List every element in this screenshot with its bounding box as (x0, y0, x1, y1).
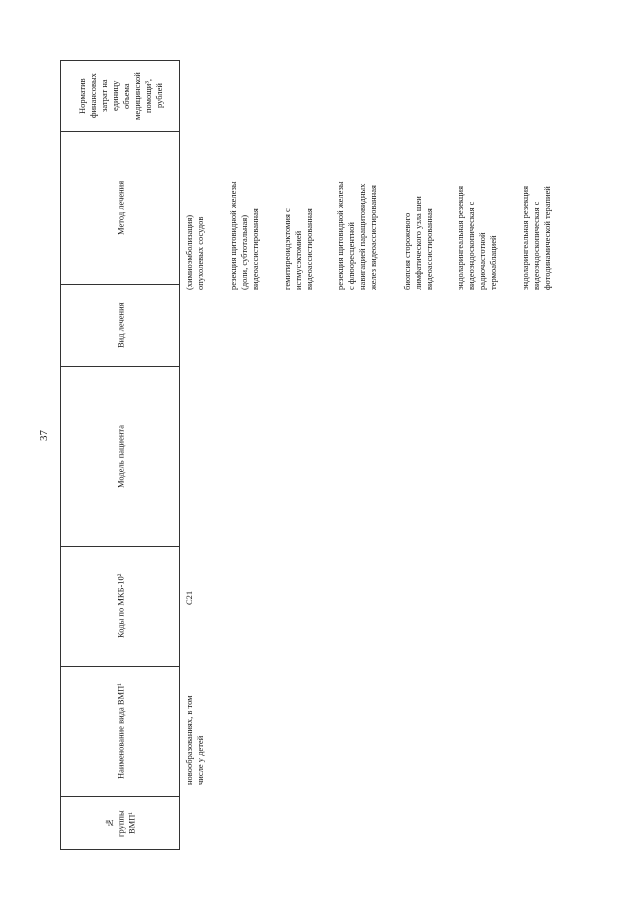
row-codes: C21 (184, 590, 194, 605)
method-item: (химиоэмболизация) опухолевых сосудов (184, 214, 205, 290)
header-norm: Норматив финансовых затрат на единицу объема медицинской помощи³, рублей (77, 72, 164, 120)
method-item: биопсия сторожевого лимфатического узла шеи видеоассистированная (402, 196, 434, 290)
method-item: резекция щитовидной железы (доли, субтотальная) видеоассистированная (228, 181, 260, 290)
header-codes: Коды по МКБ-10² (115, 573, 126, 639)
header-method: Метод лечения (115, 180, 126, 235)
method-item: гемитиреоидэктомия с истмусэктомией видеоассистированная (282, 208, 314, 290)
header-model: Модель пациента (115, 424, 126, 488)
header-name: Наименование вида ВМП¹ (115, 683, 126, 779)
header-treatment-type: Вид лечения (115, 302, 126, 348)
row-name: новообразованиях, в том числе у детей (184, 695, 205, 785)
method-item: эндоларингеальная резекция видеоэндоскопическая с радиочастотной термоаблацией (455, 186, 498, 290)
page-number: 37 (38, 430, 50, 441)
header-group-no: № группы ВМП¹ (104, 810, 137, 837)
treatment-table (60, 60, 180, 850)
method-item: эндоларингеальная резекция видеоэндоскопическая с фотодинамической терапией (520, 186, 552, 290)
method-item: резекция щитовидной железы с флюоресцентной навигацией паращитовидных желез видеоассистированная (335, 181, 378, 290)
